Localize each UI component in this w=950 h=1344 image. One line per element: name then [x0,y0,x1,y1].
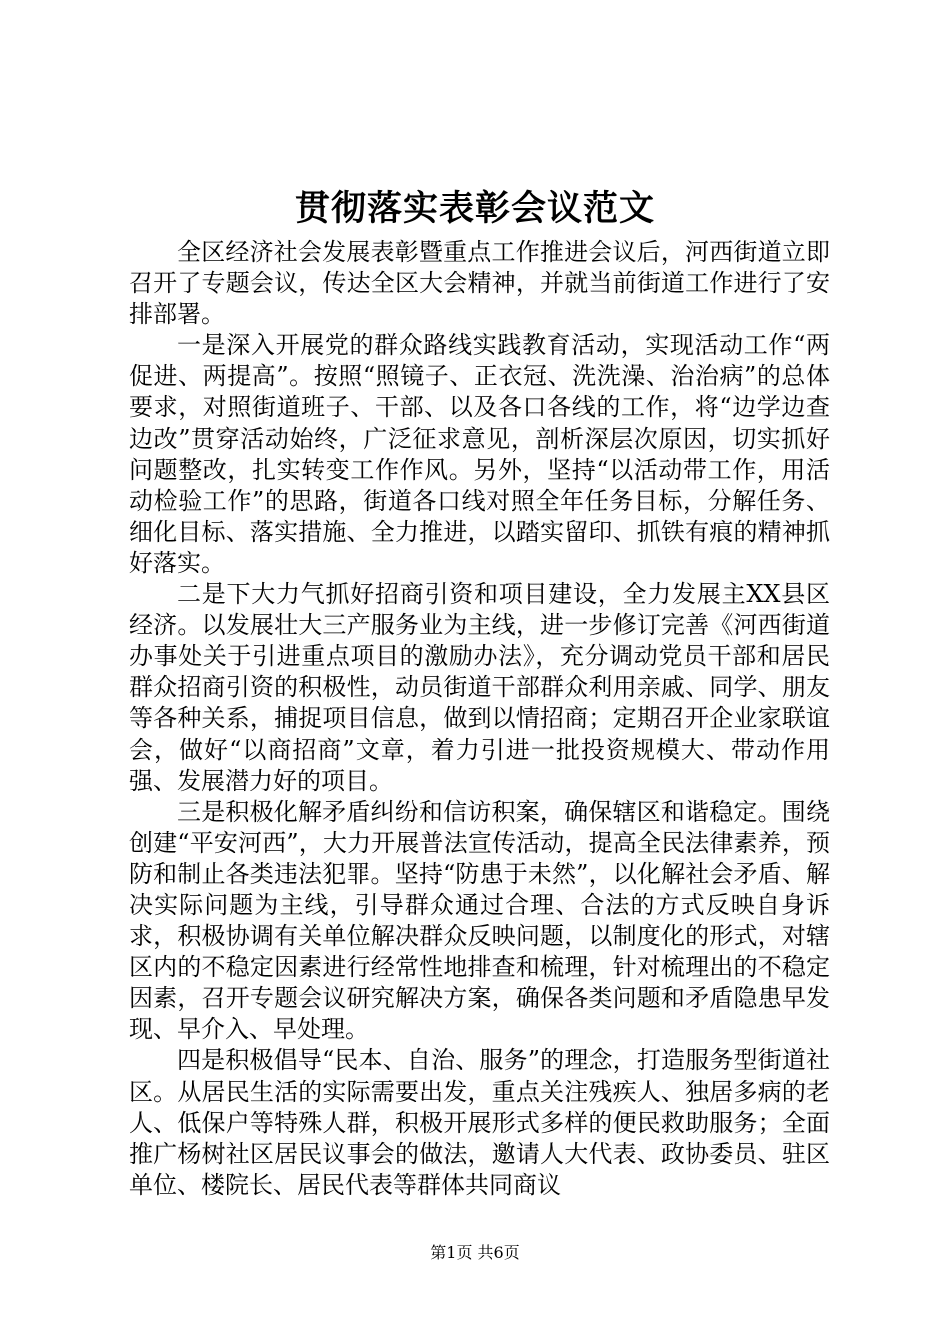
paragraph-point-one: 一是深入开展党的群众路线实践教育活动，实现活动工作“两促进、两提高”。按照“照镜子、正衣冠、洗洗澡、治治病”的总体要求，对照街道班子、干部、以及各口各线的工作，将“边学边查边改”贯穿活动始终，广泛征求意见，剖析深层次原因，切实抓好问题整改，扎实转变工作作风。另外，坚持“以活动带工作，用活动检验工作”的思路，街道各口线对照全年任务目标，分解任务、细化目标、落实措施、全力推进，以踏实留印、抓铁有痕的精神抓好落实。 [129,331,830,577]
paragraph-point-three: 三是积极化解矛盾纠纷和信访积案，确保辖区和谐稳定。围绕创建“平安河西”，大力开展普法宣传活动，提高全民法律素养，预防和制止各类违法犯罪。坚持“防患于未然”，以化解社会矛盾、解决实际问题为主线，引导群众通过合理、合法的方式反映自身诉求，积极协调有关单位解决群众反映问题，以制度化的形式，对辖区内的不稳定因素进行经常性地排查和梳理，针对梳理出的不稳定因素，召开专题会议研究解决方案，确保各类问题和矛盾隐患早发现、早介入、早处理。 [129,797,830,1044]
paragraph-point-four: 四是积极倡导“民本、自治、服务”的理念，打造服务型街道社区。从居民生活的实际需要出发，重点关注残疾人、独居多病的老人、低保户等特殊人群，积极开展形式多样的便民救助服务；全面推广杨树社区居民议事会的做法，邀请人大代表、政协委员、驻区单位、楼院长、居民代表等群体共同商议 [129,1046,830,1199]
document-body [129,237,830,1201]
page-number-footer: 第1页 共6页 [430,1243,520,1262]
paragraph-point-two: 二是下大力气抓好招商引资和项目建设，全力发展主XX县区经济。以发展壮大三产服务业为主线，进一步修订完善《河西街道办事处关于引进重点项目的激励办法》，充分调动党员干部和居民群众招商引资的积极性，动员街道干部群众利用亲戚、同学、朋友等各种关系，捕捉项目信息，做到以情招商；定期召开企业家联谊会，做好“以商招商”文章，着力引进一批投资规模大、带动作用强、发展潜力好的项目。 [129,580,830,795]
paragraph-intro: 全区经济社会发展表彰暨重点工作推进会议后，河西街道立即召开了专题会议，传达全区大会精神，并就当前街道工作进行了安排部署。 [129,238,830,329]
document-title: 贯彻落实表彰会议范文 [294,188,655,229]
